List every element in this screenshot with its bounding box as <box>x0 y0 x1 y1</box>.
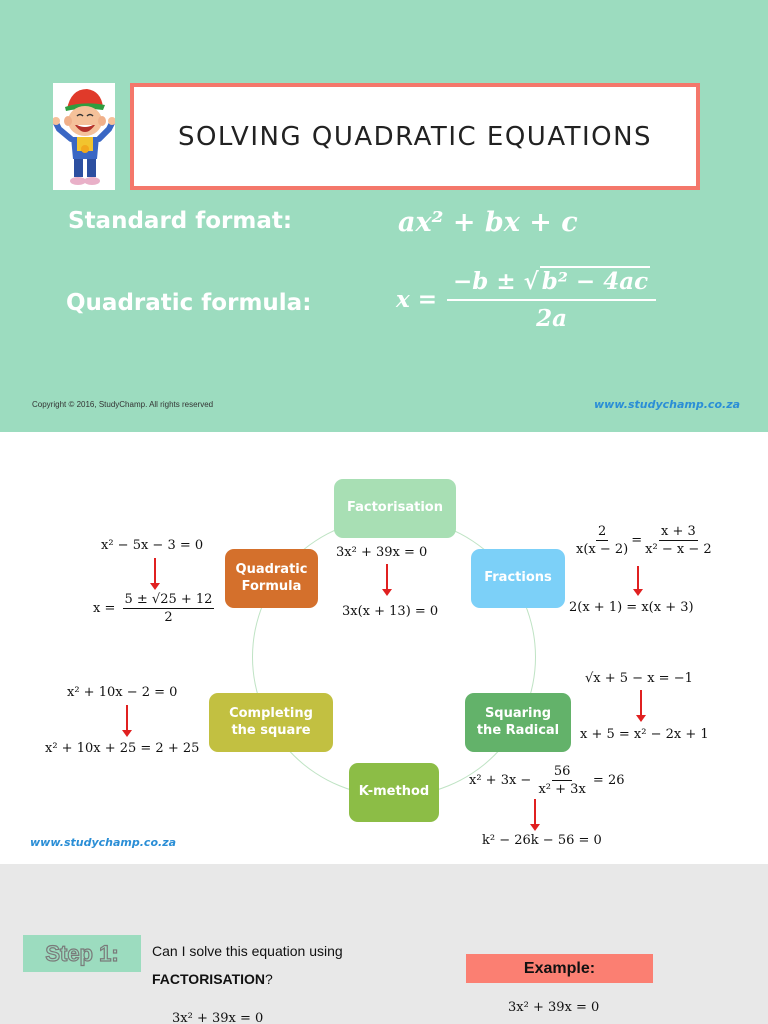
qf-example-numerator: 5 ± √25 + 12 <box>124 592 213 607</box>
question-line-1: Can I solve this equation using <box>152 943 343 959</box>
sqrt-icon: √ <box>523 268 539 295</box>
qf-radicand: b² − 4ac <box>541 268 649 295</box>
sq-example-top: √x + 5 − x = −1 <box>585 671 693 686</box>
arrow-down-icon <box>126 705 128 731</box>
arrow-down-icon <box>386 564 388 590</box>
frac-example-fraction-right <box>645 524 711 557</box>
title-slide <box>0 0 768 432</box>
website-link[interactable]: www.studychamp.co.za <box>30 836 177 849</box>
arrow-down-icon <box>154 558 156 584</box>
website-link[interactable]: www.studychamp.co.za <box>594 398 741 411</box>
step-question <box>152 937 343 993</box>
arrow-down-icon <box>637 566 639 590</box>
standard-formula: ax² + bx + c <box>398 207 578 238</box>
node-fractions: Fractions <box>471 549 565 608</box>
arrow-down-icon <box>534 799 536 825</box>
k-example-denominator: x² + 3x <box>538 782 586 797</box>
quadratic-formula-label: Quadratic formula: <box>66 290 312 316</box>
qf-numerator-part: −b ± <box>453 268 524 295</box>
qf-example-lhs: x = <box>93 601 116 616</box>
example-label: Example: <box>466 954 653 983</box>
qf-example-bottom <box>93 592 217 625</box>
k-example-fraction <box>538 764 585 797</box>
fact-example-top: 3x² + 39x = 0 <box>336 545 428 560</box>
qf-example-top: x² − 5x − 3 = 0 <box>101 538 204 553</box>
example-equation: 3x² + 39x = 0 <box>508 1000 600 1015</box>
title-box <box>130 83 700 190</box>
step-slide <box>0 864 768 1024</box>
k-example-part-b: = 26 <box>592 773 625 788</box>
k-example-top <box>469 764 625 797</box>
frac-example-den1: x(x − 2) <box>576 542 629 557</box>
frac-example-fraction-left <box>576 524 628 557</box>
sq-example-bottom: x + 5 = x² − 2x + 1 <box>580 727 709 742</box>
frac-example-bottom: 2(x + 1) = x(x + 3) <box>569 600 694 615</box>
fact-example-bottom: 3x(x + 13) = 0 <box>342 604 439 619</box>
quadratic-formula <box>396 266 656 332</box>
node-factorisation: Factorisation <box>334 479 456 538</box>
node-quadratic-formula: Quadratic Formula <box>225 549 318 608</box>
arrow-down-icon <box>640 690 642 716</box>
page-title: SOLVING QUADRATIC EQUATIONS <box>177 121 653 152</box>
frac-example-num2: x + 3 <box>661 524 696 539</box>
step-badge: Step 1: <box>23 935 141 972</box>
question-keyword: FACTORISATION <box>152 971 266 987</box>
k-example-part-a: x² + 3x − <box>469 773 532 788</box>
node-k-method: K-method <box>349 763 439 822</box>
qf-numerator <box>447 266 656 301</box>
comp-example-bottom: x² + 10x + 25 = 2 + 25 <box>45 741 200 756</box>
kid-illustration-icon <box>53 83 115 190</box>
question-line-2 <box>152 965 343 993</box>
comp-example-top: x² + 10x − 2 = 0 <box>67 685 178 700</box>
standard-format-label: Standard format: <box>68 208 293 234</box>
frac-example-num1: 2 <box>597 524 607 539</box>
frac-example-equals: = <box>631 533 643 548</box>
qf-example-fraction <box>123 592 215 625</box>
qf-denominator: 2a <box>536 305 568 332</box>
node-squaring-radical: Squaring the Radical <box>465 693 571 752</box>
copyright-text: Copyright © 2016, StudyChamp. All rights reserved <box>32 400 214 409</box>
node-completing-square: Completing the square <box>209 693 333 752</box>
qf-example-denominator: 2 <box>164 610 173 625</box>
k-example-numerator: 56 <box>553 764 571 779</box>
question-mark: ? <box>265 971 273 987</box>
methods-slide <box>0 432 768 864</box>
frac-example-top <box>573 524 715 557</box>
cartoon-kid-image <box>53 83 115 190</box>
qf-lhs: x = <box>396 285 437 313</box>
frac-example-den2: x² − x − 2 <box>645 542 712 557</box>
left-equation: 3x² + 39x = 0 <box>172 1011 264 1024</box>
k-example-bottom: k² − 26k − 56 = 0 <box>482 833 602 848</box>
qf-fraction <box>447 266 656 332</box>
